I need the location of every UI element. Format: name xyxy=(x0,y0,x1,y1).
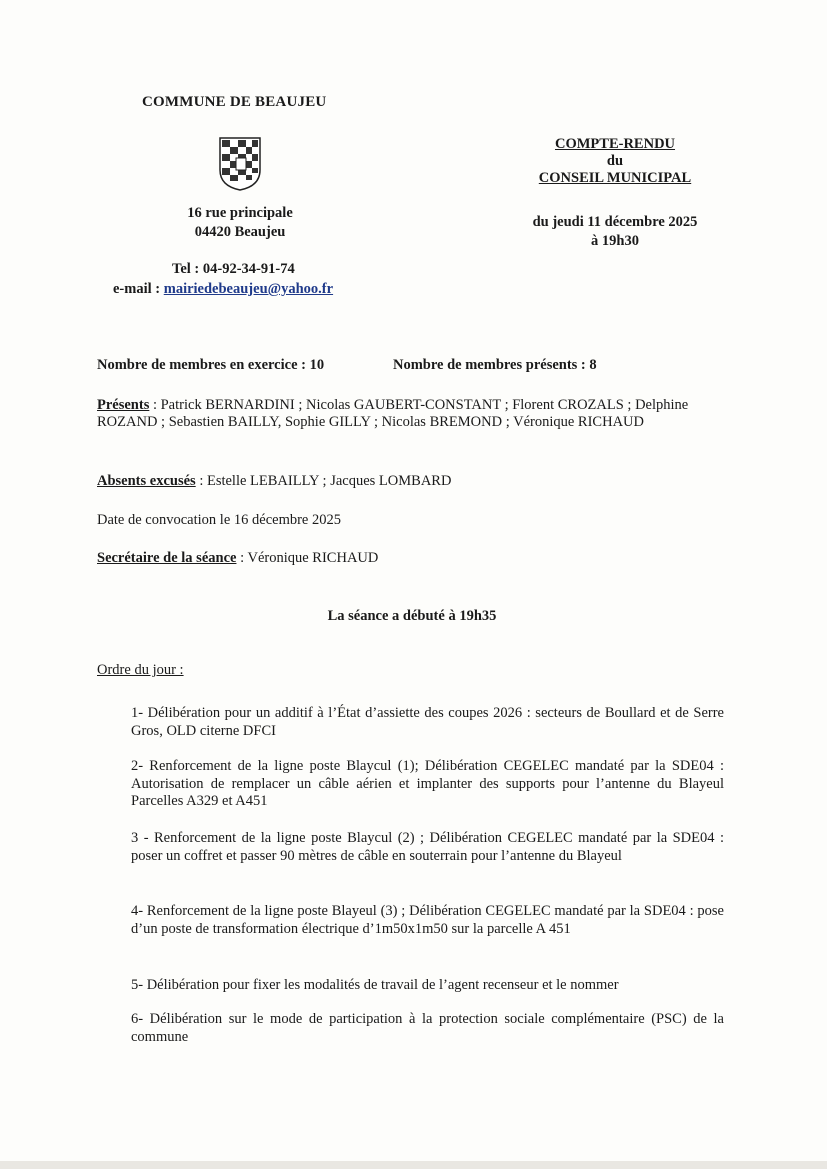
present-names: : Patrick BERNARDINI ; Nicolas GAUBERT-CONSTANT ; Florent CROZALS ; Delphine ROZAND ; Sebastien BAILLY, Sophie GILLY ; Nicolas BREMOND ; Véronique RICHAUD xyxy=(97,397,689,430)
present-members-paragraph xyxy=(97,397,727,431)
session-start: La séance a débuté à 19h35 xyxy=(327,608,497,624)
agenda-title: Ordre du jour : xyxy=(97,662,184,678)
agenda-item: 5- Délibération pour fixer les modalités de travail de l’agent recenseur et le nommer xyxy=(131,977,619,993)
secretary-name: : Véronique RICHAUD xyxy=(236,550,379,566)
absent-label: Absents excusés xyxy=(97,473,196,489)
present-label: Présents xyxy=(97,397,150,413)
meeting-date: du jeudi 11 décembre 2025 xyxy=(532,214,698,230)
scan-bottom-edge xyxy=(0,1161,827,1169)
email-link[interactable]: mairiedebeaujeu@yahoo.fr xyxy=(163,281,334,297)
report-title: COMPTE-RENDU xyxy=(554,136,676,152)
agenda-item: 2- Renforcement de la ligne poste Blaycul (1); Délibération CEGELEC mandaté par la SDE04 : Autorisation de remplacer un câble aérien et implanter des supports pour l’antenne du Blayeul Parcelles A329 et A451 xyxy=(131,758,724,809)
secretary-label: Secrétaire de la séance xyxy=(97,550,237,566)
phone-number: Tel : 04-92-34-91-74 xyxy=(172,261,295,277)
commune-name: COMMUNE DE BEAUJEU xyxy=(142,94,327,110)
absent-names: : Estelle LEBAILLY ; Jacques LOMBARD xyxy=(195,473,452,489)
agenda-item: 6- Délibération sur le mode de participation à la protection sociale complémentaire (PSC) de la commune xyxy=(131,1011,724,1045)
report-council: CONSEIL MUNICIPAL xyxy=(538,170,692,186)
address-street: 16 rue principale xyxy=(187,205,293,221)
absent-members-paragraph xyxy=(97,473,727,490)
agenda-item: 4- Renforcement de la ligne poste Blayeul (3) ; Délibération CEGELEC mandaté par la SDE04 : pose d’un poste de transformation électrique d’1m50x1m50 sur la parcelle A 451 xyxy=(131,903,724,937)
report-title-block xyxy=(510,136,720,187)
report-of: du xyxy=(606,153,624,169)
coat-of-arms-icon xyxy=(218,136,262,192)
members-present: Nombre de membres présents : 8 xyxy=(393,357,597,373)
secretary-paragraph xyxy=(97,550,727,567)
meeting-time: à 19h30 xyxy=(591,233,639,249)
convocation-date: Date de convocation le 16 décembre 2025 xyxy=(97,512,341,528)
email-label: e-mail : xyxy=(113,281,164,297)
meeting-date-block xyxy=(505,213,725,251)
agenda-item: 1- Délibération pour un additif à l’État d’assiette des coupes 2026 : secteurs de Boullard et de Serre Gros, OLD citerne DFCI xyxy=(131,705,724,739)
email-line xyxy=(113,281,333,298)
agenda-item: 3 - Renforcement de la ligne poste Blaycul (2) ; Délibération CEGELEC mandaté par la SDE04 : poser un coffret et passer 90 mètres de câble en souterrain pour l’antenne du Blayeul xyxy=(131,830,724,864)
members-in-office: Nombre de membres en exercice : 10 xyxy=(97,357,325,373)
address-city: 04420 Beaujeu xyxy=(194,224,286,240)
address-block xyxy=(150,204,330,242)
